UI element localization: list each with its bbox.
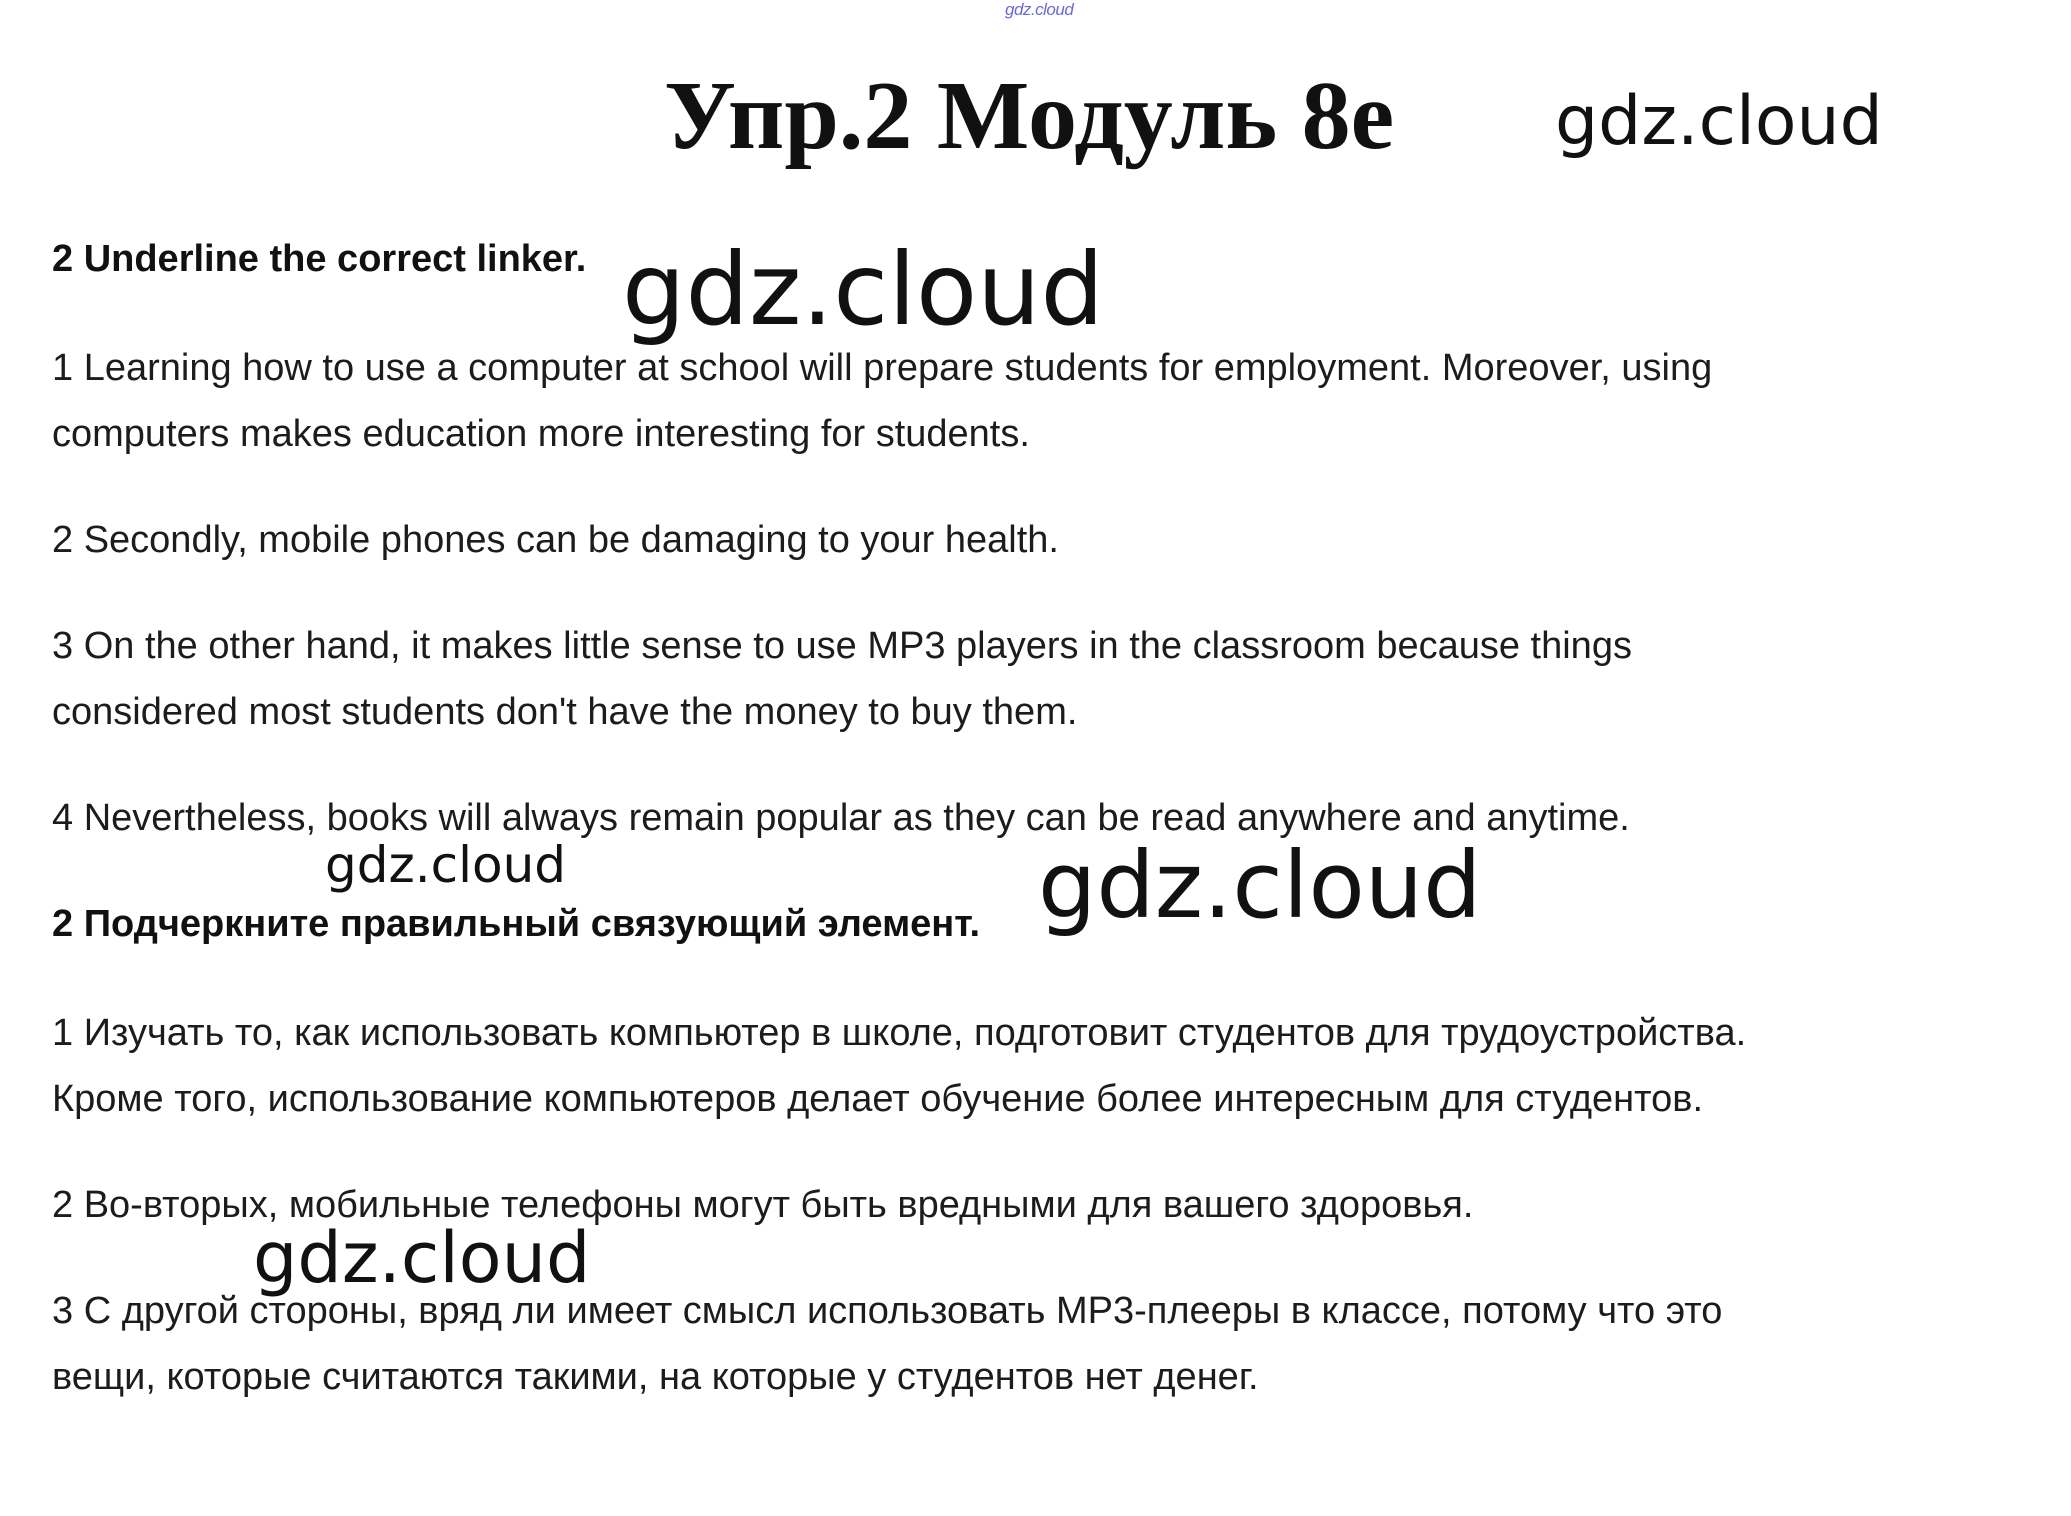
watermark-large-3: gdz.cloud xyxy=(1038,832,1482,939)
russian-item-1-line-1: 1 Изучать то, как использовать компьютер в школе, подготовит студентов для трудоустройства. xyxy=(52,1012,1747,1054)
page-title: Упр.2 Модуль 8е xyxy=(664,62,1395,170)
russian-item-3-line-2: вещи, которые считаются такими, на которые у студентов нет денег. xyxy=(52,1356,1259,1398)
english-item-1-line-1: 1 Learning how to use a computer at school will prepare students for employment. Moreover, using xyxy=(52,347,1713,389)
russian-item-3 xyxy=(52,1278,1722,1410)
russian-item-1 xyxy=(52,1000,1746,1132)
watermark-small-2: gdz.cloud xyxy=(325,836,567,894)
watermark-medium-4: gdz.cloud xyxy=(253,1217,591,1299)
english-item-4-line-1: 4 Nevertheless, books will always remain popular as they can be read anywhere and anytime. xyxy=(52,797,1630,839)
watermark-header: gdz.cloud xyxy=(1555,82,1883,161)
russian-item-1-line-2: Кроме того, использование компьютеров делает обучение более интересным для студентов. xyxy=(52,1078,1703,1120)
english-item-1-line-2: computers makes education more interesting for students. xyxy=(52,413,1030,455)
russian-item-3-line-1: 3 С другой стороны, вряд ли имеет смысл использовать МР3-плееры в классе, потому что это xyxy=(52,1290,1723,1332)
top-watermark: gdz.cloud xyxy=(1005,0,1074,19)
watermark-large-1: gdz.cloud xyxy=(622,231,1105,348)
english-heading: 2 Underline the correct linker. xyxy=(52,238,587,280)
english-item-3-line-1: 3 On the other hand, it makes little sense to use MP3 players in the classroom because things xyxy=(52,625,1632,667)
russian-heading: 2 Подчеркните правильный связующий элемент. xyxy=(52,903,981,945)
english-item-3-line-2: considered most students don't have the money to buy them. xyxy=(52,691,1078,733)
english-item-3 xyxy=(52,613,1632,745)
russian-item-2-line-1: 2 Во-вторых, мобильные телефоны могут быть вредными для вашего здоровья. xyxy=(52,1184,1474,1226)
english-item-2 xyxy=(52,507,1059,573)
english-item-1 xyxy=(52,335,1712,467)
english-item-2-line-1: 2 Secondly, mobile phones can be damaging to your health. xyxy=(52,519,1059,561)
